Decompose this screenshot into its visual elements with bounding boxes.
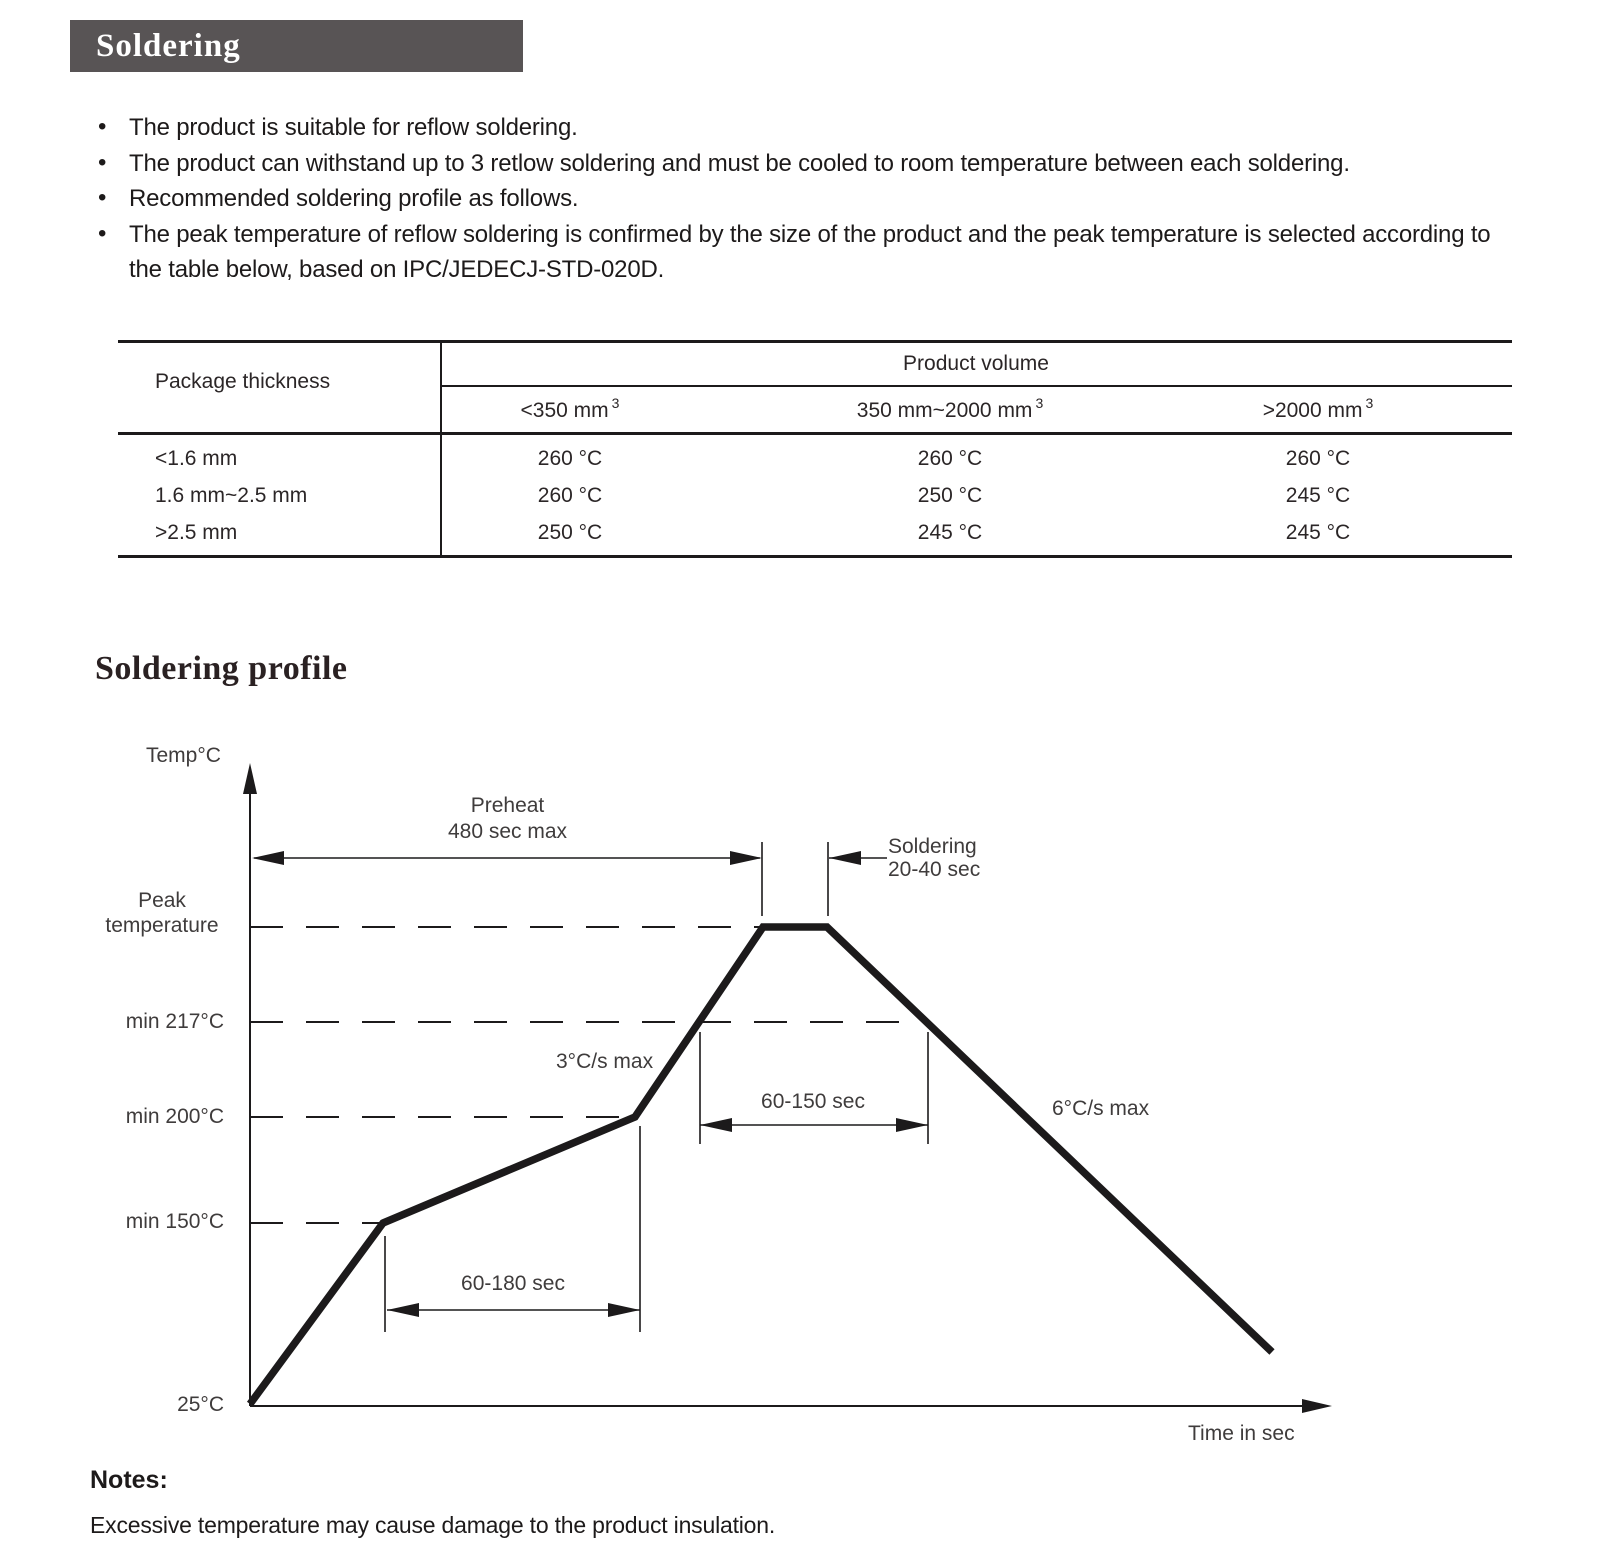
subheader-text: 350 mm~2000 mm [856,399,1033,422]
table-cell: 250 °C [537,521,603,544]
subheader-superscript: 3 [1035,395,1044,411]
section-title: Soldering [96,28,241,64]
soldering-arrowhead [829,851,861,865]
bullet-item: • The peak temperature of reflow soldering is confirmed by the size of the product and the peak temperature is selected according to the table below, based on IPC/JEDECJ-STD-020D. [96,217,1504,288]
bullet-item: • The product is suitable for reflow soldering. [96,110,1504,146]
table-header-package-thickness: Package thickness [155,370,331,393]
cool-down-rate-label: 6°C/s max [1052,1097,1150,1120]
dwell-60-150-arrowhead-right [896,1118,928,1132]
table-row-label: 1.6 mm~2.5 mm [155,484,308,507]
preheat-annotation-line1: Preheat [470,794,545,817]
ramp-up-rate-label: 3°C/s max [556,1050,654,1073]
subheader-superscript: 3 [611,395,620,411]
x-axis-arrowhead [1302,1399,1332,1413]
min-217-label: min 217°C [125,1010,224,1033]
table-cell: 260 °C [917,447,983,470]
profile-heading: Soldering profile [95,650,348,687]
notes-body: Excessive temperature may cause damage to the product insulation. [90,1512,776,1538]
dwell-60-180-arrowhead-left [387,1303,419,1317]
table-row-label: <1.6 mm [155,447,238,470]
table-cell: 260 °C [1285,447,1351,470]
dwell-60-150-arrowhead-left [700,1118,732,1132]
soldering-annotation-line2: 20-40 sec [888,858,981,881]
preheat-annotation-line2: 480 sec max [447,820,568,843]
y-axis-arrowhead [243,763,257,794]
subheader-superscript: 3 [1365,395,1374,411]
table-cell: 245 °C [917,521,983,544]
start-temperature-label: 25°C [177,1393,224,1416]
notes-heading: Notes: [90,1466,168,1494]
table-header-product-volume: Product volume [903,352,1049,375]
table-cell: 245 °C [1285,521,1351,544]
soldering-annotation [888,835,980,881]
temperature-profile-curve [250,927,1272,1404]
peak-temperature-label [100,888,224,938]
x-axis-label: Time in sec [1188,1422,1295,1445]
preheat-arrowhead-left [252,851,284,865]
peak-temperature-label-line2: temperature [105,914,219,937]
table-row-label: >2.5 mm [155,521,238,544]
subheader-text: >2000 mm [1262,399,1363,422]
min-150-label: min 150°C [125,1210,224,1233]
table-cell: 245 °C [1285,484,1351,507]
bullet-item: • Recommended soldering profile as follows. [96,181,1504,217]
preheat-annotation [400,793,615,845]
soldering-annotation-line1: Soldering [888,835,977,858]
min-200-label: min 200°C [125,1105,224,1128]
y-axis-label: Temp°C [146,744,221,767]
dwell-60-180-arrowhead-right [608,1303,640,1317]
bullet-item: • The product can withstand up to 3 retlow soldering and must be cooled to room temperature between each soldering. [96,146,1504,182]
table-cell: 260 °C [537,447,603,470]
table-cell: 260 °C [537,484,603,507]
subheader-text: <350 mm [520,399,609,422]
peak-temperature-label-line1: Peak [138,889,186,912]
preheat-arrowhead-right [730,851,762,865]
dwell-60-180-label: 60-180 sec [461,1272,565,1295]
table-cell: 250 °C [917,484,983,507]
dwell-60-150-label: 60-150 sec [761,1090,865,1113]
